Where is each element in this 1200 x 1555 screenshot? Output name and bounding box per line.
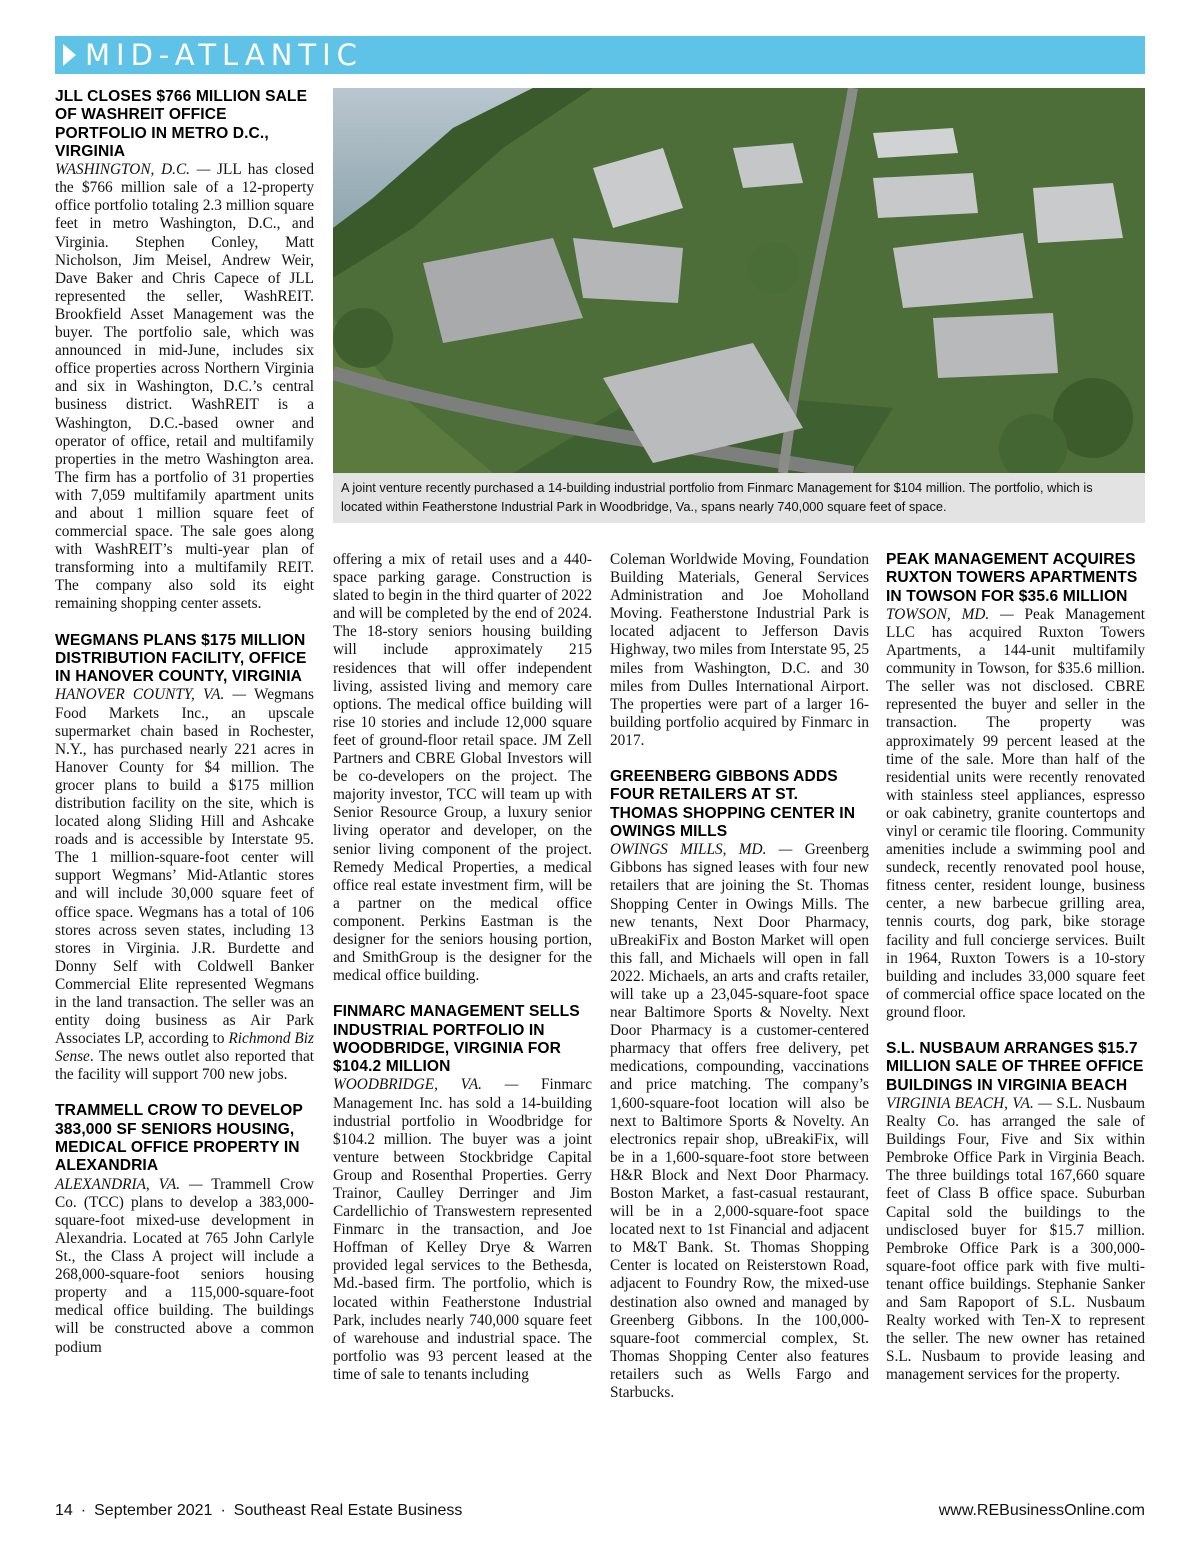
column-2 — [333, 551, 592, 1384]
issue-date: September 2021 — [94, 1502, 213, 1519]
triangle-arrow-icon — [63, 44, 76, 66]
article-jll — [55, 88, 314, 614]
article-dateline: WASHINGTON, D.C. — — [55, 161, 211, 179]
article-trammell — [55, 1102, 314, 1356]
article-body — [333, 1076, 592, 1384]
separator: · — [220, 1502, 226, 1519]
article-text: JLL has closed the $766 million sale of a 12-property office portfolio totaling 2.3 million square feet in metro Washington, D.C., and Virginia. Stephen Conley, Matt Nicholson, Jim Meisel, Andrew Weir, Dave Baker and Chris Capece of JLL represented the seller, WashREIT. Brookfield Asset Management was the buyer. The portfolio sale, which was announced in mid-June, includes six office properties across Northern Virginia and six in Washington, D.C.’s central business district. WashREIT is a Washington, D.C.-based owner and operator of office, retail and multifamily properties in the metro Washington area. The firm has a portfolio of 31 properties with 7,059 multifamily apartment units and about 1 million square feet of commercial space. The sale goes along with WashREIT’s multi-year plan of transforming into a multifamily REIT. The company also sold its eight remaining shopping center assets. — [55, 161, 314, 613]
article-dateline: ALEXANDRIA, VA. — — [55, 1175, 203, 1193]
article-headline: JLL CLOSES $766 MILLION SALE OF WASHREIT OFFICE PORTFOLIO IN METRO D.C., VIRGINIA — [55, 88, 308, 160]
article-headline: S.L. NUSBAUM ARRANGES $15.7 MILLION SALE OF THREE OFFICE BUILDINGS IN VIRGINIA BEACH — [886, 1040, 1144, 1094]
column-4 — [886, 551, 1145, 1384]
article-text: Greenberg Gibbons has signed leases with four new retailers that are joining the St. Thomas Shopping Center in Owings Mills. The new tenants, Next Door Pharmacy, uBreakiFix and Boston Market will open this fall, and Michaels will open in fall 2022. Michaels, an arts and crafts retailer, will take up a 23,045-square-foot space near Baltimore Sports & Novelty. Next Door Pharmacy is a customer-centered pharmacy that offers free delivery, pet medications, compounding, vaccinations and price matching. The company’s 1,600-square-foot location will also be next to Baltimore Sports & Novelty. An electronics repair shop, uBreakiFix, will be in a 1,600-square-foot store between H&R Block and Next Door Pharmacy. Boston Market, a fast-casual restaurant, will be in a 2,000-square-foot space located next to 1st Financial and adjacent to M&T Bank. St. Thomas Shopping Center is located on Reisterstown Road, adjacent to Foundry Row, the mixed-use destination also owned and managed by Greenberg Gibbons. In the 100,000-square-foot commercial complex, St. Thomas Shopping Center also features retailers such as Wells Fargo and Starbucks. — [610, 841, 870, 1402]
article-nusbaum — [886, 1040, 1145, 1384]
article-text: S.L. Nusbaum Realty Co. has arranged the sale of Buildings Four, Five and Six within Pembroke Office Park in Virginia Beach. The three buildings total 167,660 square feet of Class B office space. Suburban Capital sold the buildings to the undisclosed buyer for $15.7 million. Pembroke Office Park is a 300,000-square-foot office park with five multi-tenant office buildings. Stephanie Sanker and Sam Rapoport of S.L. Nusbaum Realty worked with Ten-X to represent the seller. The new owner has retained S.L. Nusbaum to provide leasing and management services for the property. — [886, 1094, 1145, 1384]
article-text: . The news outlet also reported that the facility will support 700 new jobs. — [55, 1048, 314, 1084]
article-dateline: VIRGINIA BEACH, VA. — — [886, 1094, 1052, 1112]
article-body-continued: Coleman Worldwide Moving, Foundation Building Materials, General Services Administration and Joe Moholland Moving. Featherstone Industrial Park is located adjacent to Jefferson Davis Highway, two miles from Interstate 95, 25 miles from Washington, D.C. and 30 miles from Dulles International Airport. The properties were part of a larger 16-building portfolio acquired by Finmarc in 2017. — [610, 551, 870, 749]
publication-name: Southeast Real Estate Business — [233, 1502, 463, 1519]
page-number: 14 — [55, 1502, 73, 1519]
article-text: Trammell Crow Co. (TCC) plans to develop a 383,000-square-foot mixed-use development in Alexandria. Located at 765 John Carlyle St., the Class A project will include a 268,000-square-foot seniors housing property and a 115,000-square-foot medical office building. The buildings will be constructed above a common podium — [55, 1175, 314, 1356]
article-body — [55, 161, 314, 613]
article-dateline: TOWSON, MD. — — [886, 605, 1014, 623]
article-finmarc — [333, 1003, 592, 1384]
article-text: Wegmans Food Markets Inc., an upscale supermarket chain based in Rochester, N.Y., has purchased nearly 221 acres in Hanover County for $4 million. The grocer plans to build a $175 million distribution facility on the site, which is located along Sliding Hill and Ashcake roads and is accessible by Interstate 95. The 1 million-square-foot center will support Wegmans’ Mid-Atlantic stores and will include 30,000 square feet of office space. Wegmans has a total of 106 stores across seven states, including 13 stores in Virginia. J.R. Burdette and Donny Self with Coldwell Banker Commercial Elite represented Wegmans in the land transaction. The seller was an entity doing business as Air Park Associates LP, according to — [55, 686, 314, 1048]
article-dateline: WOODBRIDGE, VA. — — [333, 1076, 519, 1094]
separator: · — [80, 1502, 87, 1519]
article-body-continued: offering a mix of retail uses and a 440-space parking garage. Construction is slated to begin in the third quarter of 2022 and will be completed by the end of 2024. The 18-story seniors housing building will include approximately 215 residences that will offer independent living, assisted living and memory care options. The medical office building will rise 10 stories and include 12,000 square feet of ground-floor retail space. JM Zell Partners and CBRE Global Investors will be co-developers on the project. The majority investor, TCC will team up with Senior Resource Group, a luxury senior living operator and developer, on the senior living component of the project. Remedy Medical Properties, a medical office real estate investment firm, will be a partner on the medical office component. Perkins Eastman is the designer for the seniors housing portion, and SmithGroup is the designer for the medical office building. — [333, 551, 592, 985]
article-headline: FINMARC MANAGEMENT SELLS INDUSTRIAL PORTFOLIO IN WOODBRIDGE, VIRGINIA FOR $104.2 MILLION — [333, 1003, 580, 1076]
article-headline: WEGMANS PLANS $175 MILLION DISTRIBUTION FACILITY, OFFICE IN HANOVER COUNTY, VIRGINIA — [55, 631, 307, 686]
article-text: Finmarc Management Inc. has sold a 14-building industrial portfolio in Woodbridge for $104.2 million. The buyer was a joint venture between Stockbridge Capital Group and Rosenthal Properties. Gerry Trainor, Caulley Derringer and Jim Cardellichio of Transwestern represented Finmarc in the transaction, and Joe Hoffman of Kelley Drye & Warren provided legal services to the Bethesda, Md.-based firm. The portfolio, which is located within Featherstone Industrial Park, includes nearly 740,000 square feet of warehouse and industrial space. The portfolio was 93 percent leased at the time of sale to tenants including — [333, 1076, 592, 1383]
article-wegmans — [55, 632, 314, 1085]
article-body — [886, 1095, 1145, 1385]
article-peak — [886, 551, 1145, 1022]
news-source: Richmond Biz Sense — [55, 1030, 314, 1066]
article-body — [55, 686, 314, 1084]
article-text: Peak Management LLC has acquired Ruxton Towers Apartments, a 144-unit multifamily community in Towson, for $35.6 million. The seller was not disclosed. CBRE represented the buyer and seller in the transaction. The property was approximately 99 percent leased at the time of the sale. More than half of the residential units were recently renovated with stainless steel appliances, espresso or oak cabinetry, granite countertops and vinyl or ceramic tile flooring. Community amenities include a swimming pool and sundeck, recently renovated pool house, fitness center, resident lounge, business center, a new barbecue grilling area, tennis courts, dog park, bike storage facility and full concierge services. Built in 1964, Ruxton Towers is a 10-story building and includes 33,000 square feet of commercial office space located on the ground floor. — [886, 605, 1145, 1021]
footer-folio — [55, 1502, 462, 1520]
photo-caption: A joint venture recently purchased a 14-building industrial portfolio from Finmarc Management for $104 million. The portfolio, which is located within Featherstone Industrial Park in Woodbridge, Va., spans nearly 740,000 square feet of space. — [333, 473, 1145, 523]
article-body — [55, 1176, 314, 1357]
section-banner — [55, 36, 1145, 74]
article-body — [886, 606, 1145, 1022]
section-title: MID-ATLANTIC — [85, 38, 363, 72]
website-link[interactable]: www.REBusinessOnline.com — [938, 1502, 1145, 1519]
article-headline: PEAK MANAGEMENT ACQUIRES RUXTON TOWERS APARTMENTS IN TOWSON FOR $35.6 MILLION — [886, 551, 1138, 605]
article-body — [610, 841, 869, 1402]
article-dateline: OWINGS MILLS, MD. — — [610, 841, 793, 859]
article-greenberg — [610, 768, 869, 1402]
industrial-park-aerial-image — [333, 88, 1145, 473]
article-dateline: HANOVER COUNTY, VA. — — [55, 686, 247, 704]
article-headline: GREENBERG GIBBONS ADDS FOUR RETAILERS AT ST. THOMAS SHOPPING CENTER IN OWINGS MILLS — [610, 768, 856, 840]
column-3 — [610, 551, 869, 1402]
column-1 — [55, 88, 314, 1357]
article-headline: TRAMMELL CROW TO DEVELOP 383,000 SF SENIORS HOUSING, MEDICAL OFFICE PROPERTY IN ALEXANDRIA — [55, 1102, 303, 1175]
aerial-photo — [333, 88, 1145, 473]
